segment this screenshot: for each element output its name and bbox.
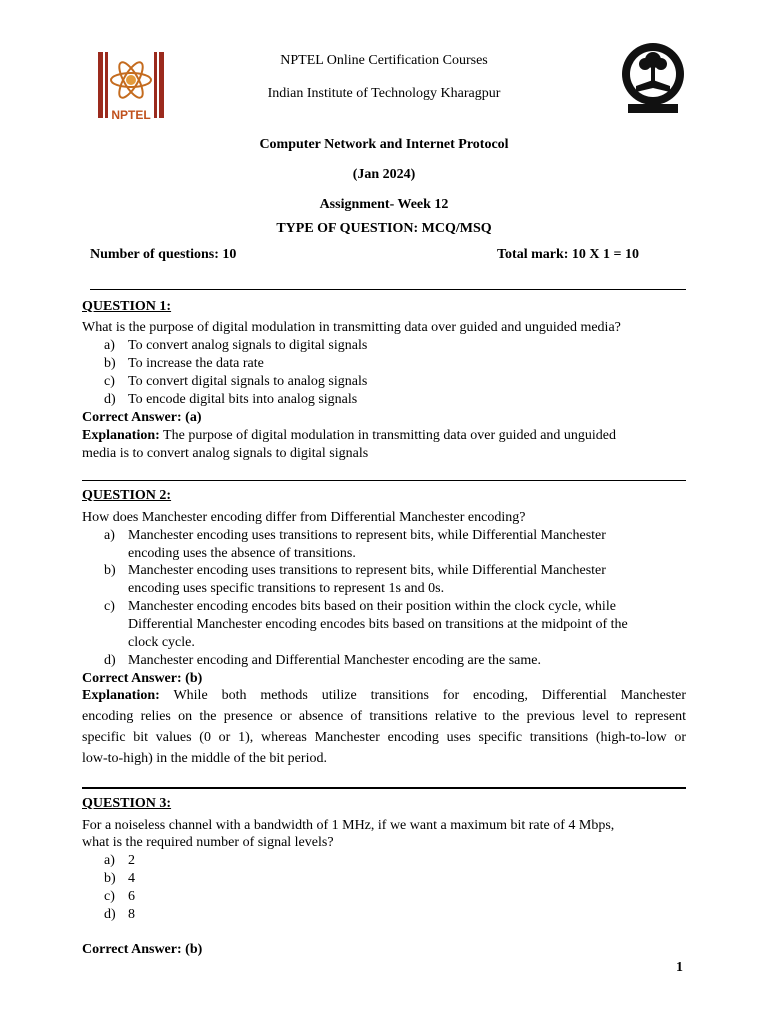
number-of-questions-value: : 10 — [214, 247, 237, 262]
question-1-option-a: a) To convert analog signals to digital signals — [104, 338, 368, 353]
number-of-questions — [90, 247, 236, 263]
page-number: 1 — [676, 960, 683, 975]
question-3-answer: Correct Answer: (b) — [82, 942, 203, 957]
question-2-text: How does Manchester encoding differ from Differential Manchester encoding? — [82, 510, 526, 525]
question-3-option-a: a) 2 — [104, 853, 135, 868]
question-2-option-c: c) Manchester encoding encodes bits based on their position within the clock cycle, while Differential Manchester encoding encodes bits based on transitions at the midpoint of the clock cycle. — [104, 599, 628, 650]
question-1-option-c: c) To convert digital signals to analog signals — [104, 374, 368, 389]
question-2-explanation-line-2: encoding relies on the presence or absence of transitions relative to the previous level to represent — [82, 709, 686, 724]
question-3-text-line-2: what is the required number of signal levels? — [82, 835, 334, 850]
question-1-explanation-line-2: media is to convert analog signals to digital signals — [82, 446, 369, 461]
question-type: TYPE OF QUESTION: MCQ/MSQ — [276, 221, 492, 236]
question-1-text: What is the purpose of digital modulation in transmitting data over guided and unguided media? — [82, 320, 621, 335]
question-1-heading: QUESTION 1: — [82, 299, 172, 314]
question-3-option-b: b) 4 — [104, 871, 135, 886]
nptel-logo-label: NPTEL — [111, 108, 151, 122]
iit-kharagpur-emblem — [618, 38, 688, 118]
question-1-explanation-line-1: Explanation: The purpose of digital modulation in transmitting data over guided and unguided — [82, 428, 617, 443]
course-title: Computer Network and Internet Protocol — [259, 137, 509, 152]
question-2-explanation-line-3: specific bit values (0 or 1), whereas Manchester encoding uses specific transitions (high-to-low or — [82, 730, 686, 745]
question-3-text-line-1: For a noiseless channel with a bandwidth of 1 MHz, if we want a maximum bit rate of 4 Mbps, — [82, 818, 615, 833]
question-3-option-c: c) 6 — [104, 889, 135, 904]
question-1-option-b: b) To increase the data rate — [104, 356, 264, 371]
question-2-explanation-line-1: Explanation: While both methods utilize transitions for encoding, Differential Manchester — [82, 688, 686, 703]
divider — [82, 787, 686, 789]
question-2-explanation-line-4: low-to-high) in the middle of the bit period. — [82, 751, 327, 766]
question-1-option-d: d) To encode digital bits into analog signals — [104, 392, 358, 407]
divider — [82, 480, 686, 481]
question-3-heading: QUESTION 3: — [82, 796, 172, 811]
session: (Jan 2024) — [352, 167, 416, 182]
question-3-option-d: d) 8 — [104, 907, 135, 922]
question-2-answer: Correct Answer: (b) — [82, 671, 203, 686]
question-2-heading: QUESTION 2: — [82, 488, 172, 503]
total-mark: Total mark: 10 X 1 = 10 — [497, 247, 640, 262]
question-1-answer: Correct Answer: (a) — [82, 410, 202, 425]
question-2-option-d: d) Manchester encoding and Differential Manchester encoding are the same. — [104, 653, 541, 668]
header-line-1: NPTEL Online Certification Courses — [280, 53, 488, 68]
number-of-questions-label: Number of questions — [90, 247, 215, 262]
question-2-option-a: a) Manchester encoding uses transitions to represent bits, while Differential Manchester encoding uses the absence of transitions. — [104, 528, 606, 561]
header-line-2: Indian Institute of Technology Kharagpur — [267, 86, 501, 101]
assignment-title: Assignment- Week 12 — [319, 197, 449, 212]
divider — [90, 289, 686, 290]
question-2-option-b: b) Manchester encoding uses transitions to represent bits, while Differential Manchester encoding uses specific transitions to represent 1s and 0s. — [104, 563, 606, 596]
